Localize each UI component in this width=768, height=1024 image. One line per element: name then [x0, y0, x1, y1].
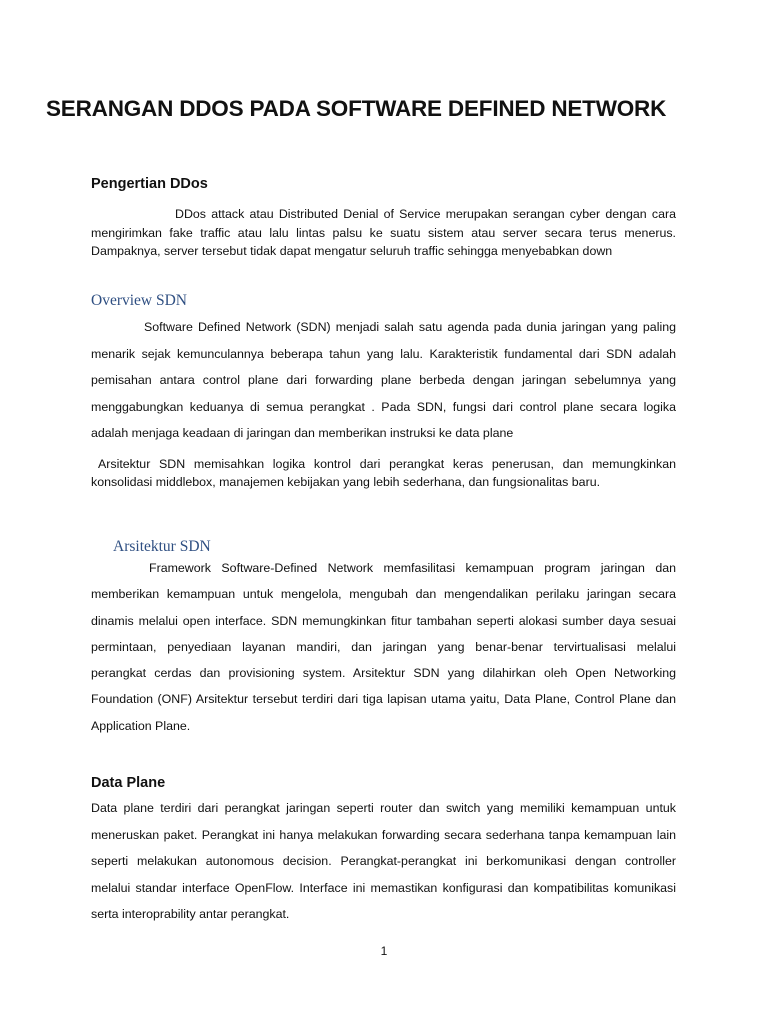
text-line: memberikan kemampuan untuk mengelola, mengubah dan mengendalikan perilaku jaringan secara	[91, 587, 676, 602]
text-line: mengirimkan fake traffic atau lalu lintas palsu ke suatu sistem atau server secara terus menerus.	[91, 225, 676, 240]
paragraph-arsitektur-sdn	[91, 555, 676, 739]
section-heading-overview-sdn: Overview SDN	[91, 292, 187, 309]
text-line: melalui standar interface OpenFlow. Interface ini memastikan konfigurasi dan kompatibilitas komunikasi	[91, 880, 676, 895]
text-line: Foundation (ONF) Arsitektur tersebut terdiri dari tiga lapisan utama yaitu, Data Plane, Control Plane dan	[91, 692, 676, 707]
paragraph-pengertian-ddos	[91, 205, 676, 261]
text-line: dinamis melalui open interface. SDN memungkinkan fitur tambahan seperti alokasi sumber daya sesuai	[91, 613, 676, 628]
text-line: adalah menjaga keadaan di jaringan dan memberikan instruksi ke data plane	[91, 426, 514, 440]
text-line: Arsitektur SDN memisahkan logika kontrol dari perangkat keras penerusan, dan memungkinkan	[98, 457, 676, 471]
section-heading-pengertian-ddos: Pengertian DDos	[91, 176, 208, 192]
text-line: Framework Software-Defined Network memfasilitasi kemampuan program jaringan dan	[149, 561, 676, 575]
text-line: Dampaknya, server tersebut tidak dapat mengatur seluruh traffic sehingga menyebabkan down	[91, 244, 613, 258]
page-number: 1	[380, 944, 388, 958]
text-line: menggabungkan keduanya di semua perangkat . Pada SDN, fungsi dari control plane secara logika	[91, 399, 676, 414]
paragraph-arsitektur-intro	[91, 455, 676, 491]
text-line: konsolidasi middlebox, manajemen kebijakan yang lebih sederhana, dan fungsionalitas baru.	[91, 475, 601, 489]
text-line: DDos attack atau Distributed Denial of Service merupakan serangan cyber dengan cara	[175, 207, 676, 221]
text-line: menarik sejak kemunculannya beberapa tahun yang lalu. Karakteristik fundamental dari SDN adalah	[91, 346, 676, 361]
text-line: Application Plane.	[91, 718, 191, 733]
document-title: SERANGAN DDOS PADA SOFTWARE DEFINED NETWORK	[46, 96, 667, 121]
section-heading-data-plane: Data Plane	[91, 775, 166, 791]
text-line: Data plane terdiri dari perangkat jaringan seperti router dan switch yang memiliki kemampuan untuk	[91, 801, 676, 815]
text-line: meneruskan paket. Perangkat ini hanya melakukan forwarding secara sederhana tanpa kemampuan lain	[91, 827, 676, 842]
text-line: permintaan, penyediaan layanan mandiri, dan jaringan yang benar-benar tervirtualisasi melalui	[91, 639, 676, 654]
text-line: pemisahan antara control plane dari forwarding plane berbeda dengan jaringan sebelumnya yang	[91, 373, 676, 387]
text-line: Software Defined Network (SDN) menjadi salah satu agenda pada dunia jaringan yang paling	[144, 320, 676, 334]
text-line: seperti melakukan autonomous decision. Perangkat-perangkat ini berkomunikasi dengan controller	[91, 854, 676, 868]
text-line: serta interoprability antar perangkat.	[91, 907, 290, 921]
section-heading-arsitektur-sdn: Arsitektur SDN	[113, 538, 211, 555]
paragraph-overview-sdn	[91, 314, 676, 447]
paragraph-data-plane	[91, 795, 676, 928]
text-line: perangkat cerdas dan provisioning system. Arsitektur SDN yang dilahirkan oleh Open Networking	[91, 666, 676, 681]
